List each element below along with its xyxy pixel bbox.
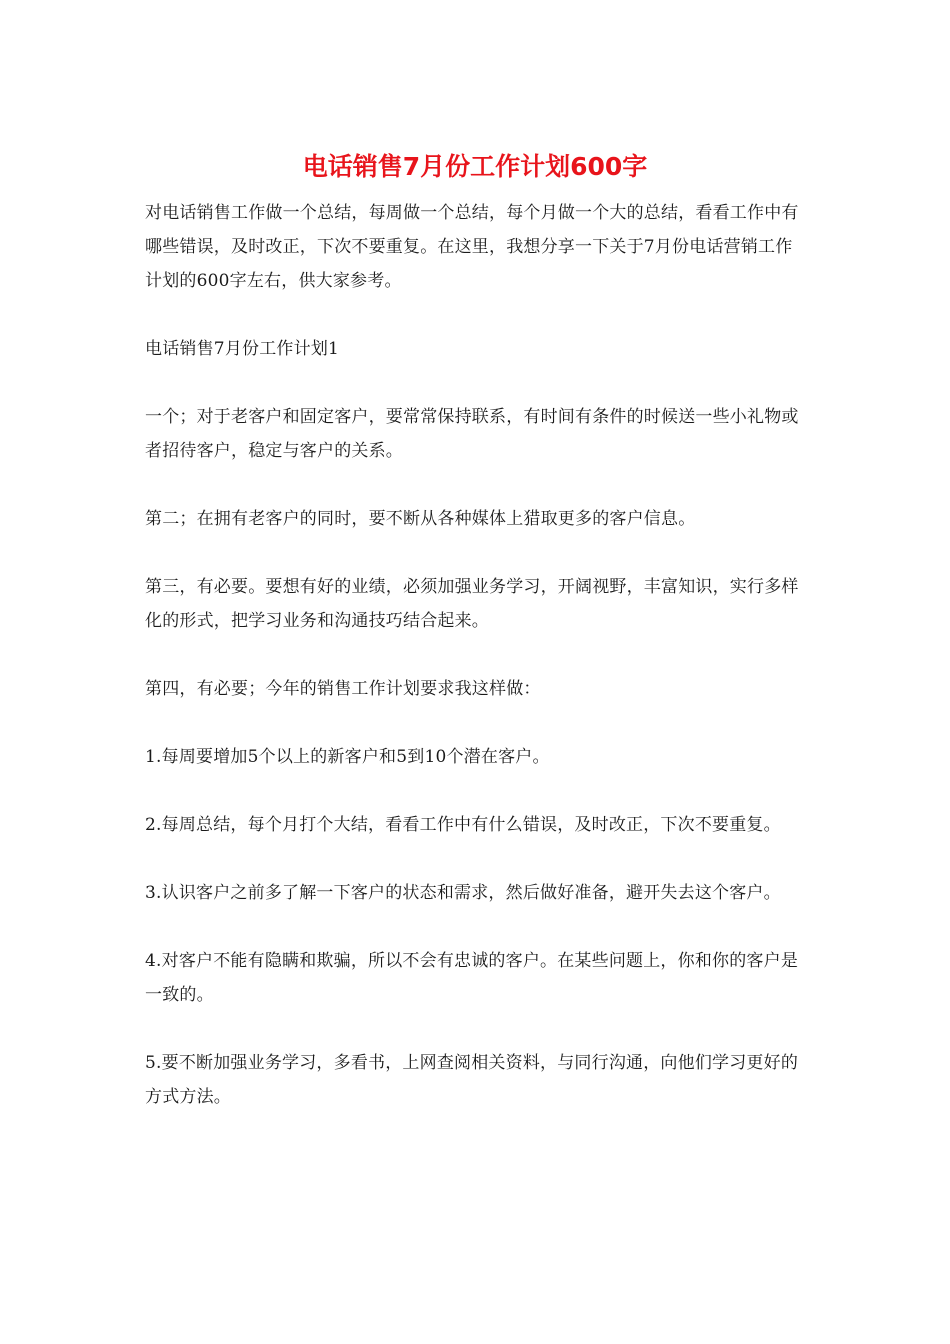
document-title: 电话销售7月份工作计划600字 [302, 152, 648, 181]
list-item: 2.每周总结，每个月打个大结，看看工作中有什么错误，及时改正，下次不要重复。 [145, 815, 781, 835]
paragraph-item: 第三，有必要。要想有好的业绩，必须加强业务学习，开阔视野，丰富知识，实行多样化的形式，把学习业务和沟通技巧结合起来。 [145, 577, 799, 631]
paragraph-item: 一个；对于老客户和固定客户，要常常保持联系，有时间有条件的时候送一些小礼物或者招待客户，稳定与客户的关系。 [145, 407, 799, 461]
list-item: 5.要不断加强业务学习，多看书，上网查阅相关资料，与同行沟通，向他们学习更好的方式方法。 [145, 1053, 799, 1107]
list-item: 3.认识客户之前多了解一下客户的状态和需求，然后做好准备，避开失去这个客户。 [145, 883, 781, 903]
paragraph-item: 第二；在拥有老客户的同时，要不断从各种媒体上猎取更多的客户信息。 [145, 509, 696, 529]
paragraph-item: 第四，有必要；今年的销售工作计划要求我这样做： [145, 679, 541, 699]
section-heading: 电话销售7月份工作计划1 [145, 339, 340, 359]
document-body [145, 196, 805, 1148]
list-item: 1.每周要增加5个以上的新客户和5到10个潜在客户。 [145, 747, 550, 767]
list-item: 4.对客户不能有隐瞒和欺骗，所以不会有忠诚的客户。在某些问题上，你和你的客户是一致的。 [145, 951, 799, 1005]
intro-paragraph: 对电话销售工作做一个总结，每周做一个总结，每个月做一个大的总结，看看工作中有哪些错误，及时改正，下次不要重复。在这里，我想分享一下关于7月份电话营销工作计划的600字左右，供大家参考。 [145, 203, 799, 291]
